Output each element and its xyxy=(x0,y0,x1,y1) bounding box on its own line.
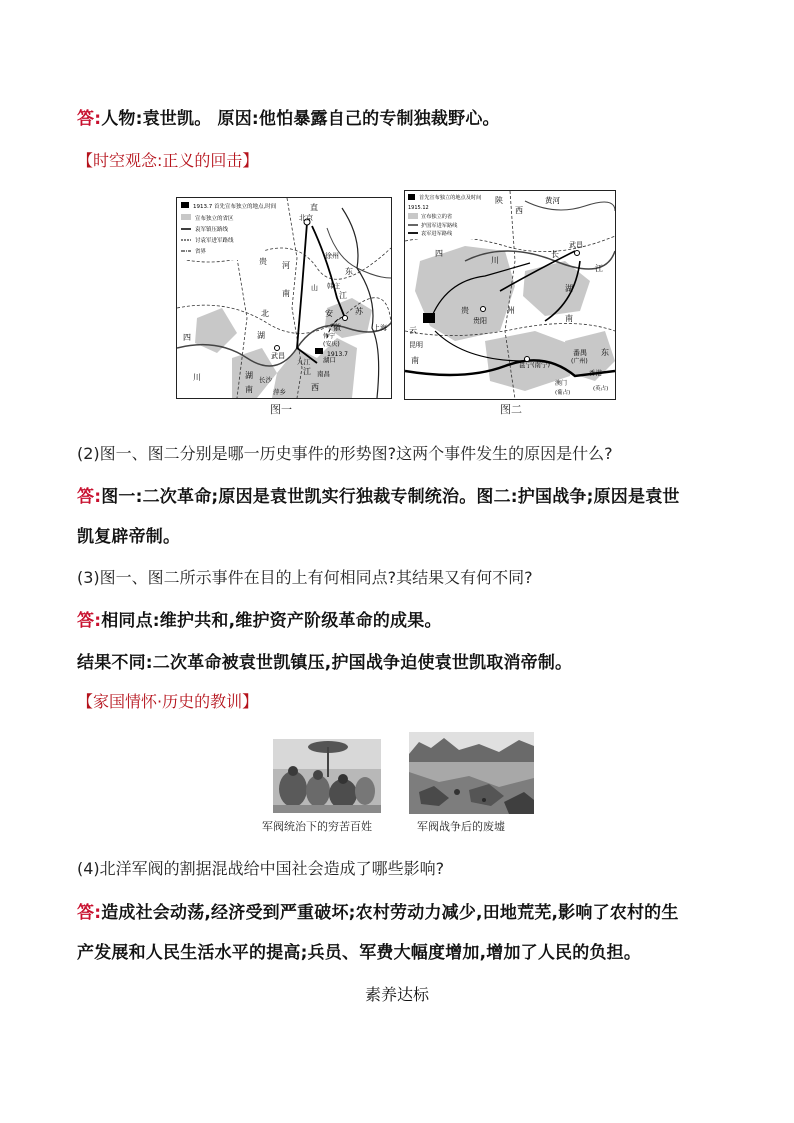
map2-label-nan: 南 xyxy=(565,314,573,323)
map1-flag-hukou xyxy=(315,348,323,354)
map-1-caption: 图一 xyxy=(270,403,292,416)
map1-label-pingxiang: 萍乡 xyxy=(273,388,286,396)
map2-label-yongning: 邕宁(南宁) xyxy=(519,361,551,369)
answer-text: 图一:二次革命;原因是袁世凯实行独裁专制统治。图二:护国战争;原因是袁世 xyxy=(101,487,680,507)
map2-label-yingzhan: (英占) xyxy=(593,386,609,392)
map2-label-kunming: 昆明 xyxy=(409,341,423,349)
photo-poor-people xyxy=(273,739,381,813)
map1-city-wuchang-marker xyxy=(275,346,280,351)
map2-legend-shade xyxy=(408,213,418,219)
map2-label-guangzhou: (广州) xyxy=(571,358,588,365)
map1-label-huaining: 怀宁 xyxy=(323,333,336,340)
map2-label-guiyang: 贵阳 xyxy=(473,317,487,325)
answer-line-q2-1 xyxy=(77,482,680,507)
map1-legend-text-4: 省界 xyxy=(195,249,207,255)
map2-shade-hunan xyxy=(523,261,590,316)
map1-label-dong: 东 xyxy=(345,267,353,276)
question-3: (3)图一、图二所示事件在目的上有何相同点?其结果又有何不同? xyxy=(77,568,533,587)
map1-label-gui: 贵 xyxy=(259,257,267,266)
map2-label-shaanxi: 陕 xyxy=(495,196,503,205)
map2-label-huanghe: 黄河 xyxy=(545,196,560,205)
map1-label-xi: 西 xyxy=(311,383,319,392)
answer-text: 相同点:维护共和,维护资产阶级革命的成果。 xyxy=(101,611,442,631)
map1-label-shan: 山 xyxy=(311,284,318,292)
map2-label-xi: 西 xyxy=(515,206,523,215)
section-heading-family-country: 【家国情怀·历史的教训】 xyxy=(77,692,259,711)
map2-legend-flag xyxy=(408,194,415,200)
map2-city-guiyang-marker xyxy=(481,307,486,312)
map-figure-2 xyxy=(404,190,616,400)
answer-label: 答: xyxy=(77,903,102,923)
photo-ruins-drawing xyxy=(409,732,534,814)
map1-label-anqing: (安庆) xyxy=(323,341,340,348)
footer-section-title: 素养达标 xyxy=(364,985,429,1004)
map2-legend-date: 1915.12 xyxy=(408,205,429,211)
map2-label-zhou: 州 xyxy=(507,306,515,315)
map1-legend-text-1: 宣布独立的省区 xyxy=(195,216,234,222)
map-figure-1 xyxy=(176,197,392,399)
answer-text: 人物:袁世凯。 原因:他怕暴露自己的专制独裁野心。 xyxy=(101,109,500,129)
map1-label-jiujiang: 九江 xyxy=(297,358,310,366)
map1-legend-text-3: 讨袁军进军路线 xyxy=(195,238,234,244)
map2-label-panyu: 番禺 xyxy=(573,349,587,357)
question-4: (4)北洋军阀的割据混战给中国社会造成了哪些影响? xyxy=(77,859,445,878)
answer-line-q1 xyxy=(77,104,500,129)
answer-line-q3-2: 结果不同:二次革命被袁世凯镇压,护国战争迫使袁世凯取消帝制。 xyxy=(77,653,573,673)
map1-legend-flag xyxy=(181,202,189,208)
map1-label-shanghai: 上海 xyxy=(373,324,387,332)
map2-label-sichuan: 四 xyxy=(435,249,443,258)
map1-label-beijing: 北京 xyxy=(299,214,313,222)
map1-label-hunan: 湖 xyxy=(245,371,253,380)
answer-text: 造成社会动荡,经济受到严重破坏;农村劳动力减少,田地荒芜,影响了农村的生 xyxy=(101,903,679,923)
map1-label-hu: 湖 xyxy=(257,331,265,340)
answer-label: 答: xyxy=(77,611,102,631)
map2-river-huanghe xyxy=(525,201,615,211)
answer-line-q2-2: 凯复辟帝制。 xyxy=(77,527,181,547)
map2-label-xianggang: 香港 xyxy=(589,369,602,377)
map1-label-nan2: 南 xyxy=(245,385,253,394)
map1-label-jiang2: 江 xyxy=(303,367,311,376)
map2-label-hu: 湖 xyxy=(565,284,573,293)
map1-city-nanjing-marker xyxy=(343,316,348,321)
map1-legend-shade xyxy=(181,214,191,220)
map-1-drawing xyxy=(177,198,391,398)
map2-legend-text-3: 袁军进军路线 xyxy=(421,231,453,237)
map2-flag-kunming xyxy=(423,313,435,323)
answer-label: 答: xyxy=(77,109,102,129)
map2-label-jiang: 江 xyxy=(595,264,603,273)
map2-label-wuchang: 武昌 xyxy=(569,241,583,249)
map1-label-nan-henan: 南 xyxy=(282,289,290,298)
map1-label-zhi: 直 xyxy=(310,203,318,212)
map1-route-yuan-2 xyxy=(312,226,345,318)
map2-label-chang: 长 xyxy=(551,250,559,259)
map1-legend-text-2: 袁军镇压路线 xyxy=(195,227,229,233)
map-2-drawing xyxy=(405,191,615,399)
map1-legend-text-0: 1913.7 首先宣布独立的地点,时间 xyxy=(193,204,277,210)
map2-label-aomen-note: (葡占) xyxy=(555,390,571,396)
map1-label-su: 苏 xyxy=(355,307,363,316)
section-heading-spacetime: 【时空观念:正义的回击】 xyxy=(77,151,259,170)
photo-poor-people-caption: 军阀统治下的穷苦百姓 xyxy=(262,820,372,833)
map2-legend-text-0: 首先宣布独立的地点及时间 xyxy=(419,195,482,201)
map1-label-xuzhou: 徐州 xyxy=(325,252,339,260)
map1-label-huai: 徽 xyxy=(333,323,341,332)
map1-label-date: 1913.7 xyxy=(327,351,348,358)
map2-label-nan2: 南 xyxy=(411,356,419,365)
answer-line-q4-1 xyxy=(77,898,679,923)
map1-label-chuan: 川 xyxy=(193,373,201,382)
answer-line-q3-1 xyxy=(77,606,442,631)
map1-label-bei: 北 xyxy=(261,309,269,318)
map2-label-yun: 云 xyxy=(409,326,417,335)
map2-label-gui: 贵 xyxy=(461,306,469,315)
map2-label-chuan: 川 xyxy=(491,256,499,265)
map2-label-aomen: 澳门 xyxy=(555,380,568,387)
map-2-caption: 图二 xyxy=(500,403,522,416)
map1-label-sichuan: 四 xyxy=(183,333,191,342)
map2-legend-text-2: 护国军进军路线 xyxy=(421,223,458,229)
map1-label-jiang: 江 xyxy=(339,291,347,300)
answer-line-q4-2: 产发展和人民生活水平的提高;兵员、军费大幅度增加,增加了人民的负担。 xyxy=(77,943,642,963)
map1-route-yuan-1 xyxy=(297,223,317,363)
map1-label-he: 河 xyxy=(282,261,290,270)
map1-label-an: 安 xyxy=(325,309,333,318)
photo-poor-people-drawing xyxy=(273,739,381,813)
map2-label-dong: 东 xyxy=(601,348,609,357)
map1-label-wuchang: 武昌 xyxy=(271,352,285,360)
map1-label-hukou: 湖口 xyxy=(323,356,336,364)
map1-label-hengzhuang: 韩庄 xyxy=(327,282,340,290)
photo-ruins xyxy=(409,732,534,814)
photo-ruins-caption: 军阀战争后的废墟 xyxy=(417,820,505,833)
map2-city-wuchang-marker xyxy=(575,251,580,256)
question-2: (2)图一、图二分别是哪一历史事件的形势图?这两个事件发生的原因是什么? xyxy=(77,444,613,463)
answer-label: 答: xyxy=(77,487,102,507)
map2-legend-text-1: 宣布独立的省 xyxy=(421,214,453,220)
map1-label-nanchang: 南昌 xyxy=(317,370,330,378)
map1-label-changsha: 长沙 xyxy=(259,376,272,384)
